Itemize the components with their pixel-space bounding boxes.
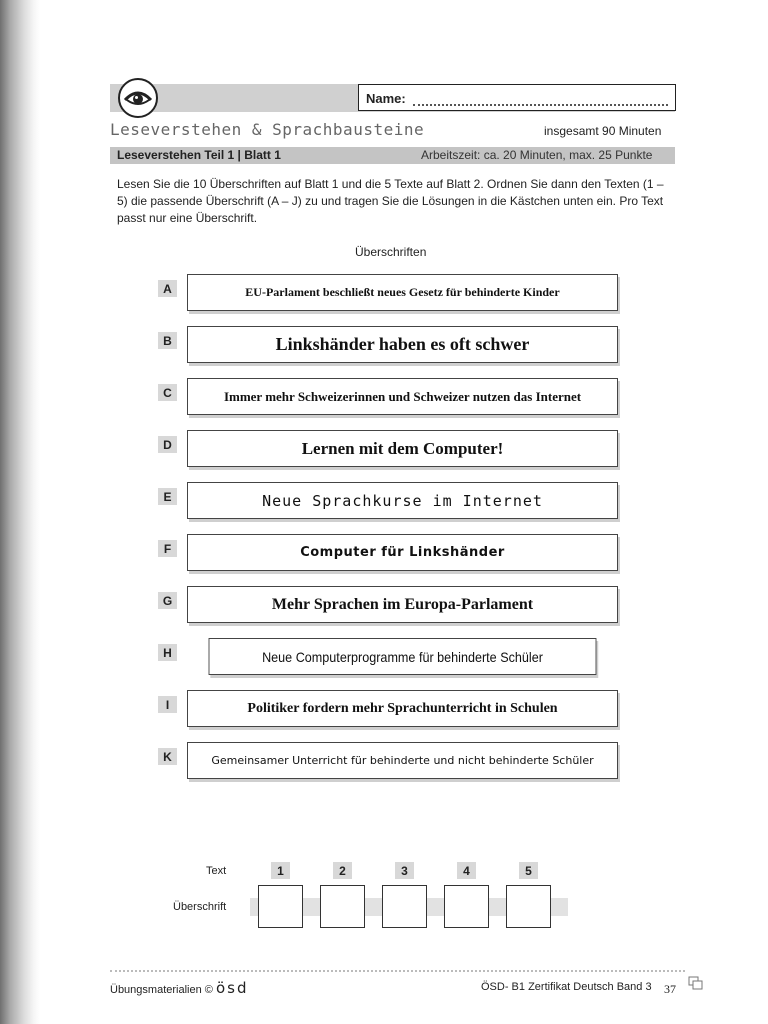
heading-option: Politiker fordern mehr Sprachunterricht in Schulen: [187, 690, 618, 727]
heading-option: Computer für Linkshänder: [187, 534, 618, 571]
footer-divider: [110, 970, 685, 972]
heading-option: Neue Computerprogramme für behinderte Schüler: [209, 638, 597, 675]
footer-book-title: ÖSD- B1 Zertifikat Deutsch Band 3: [481, 981, 652, 993]
heading-letter: B: [158, 332, 177, 349]
heading-option: Lernen mit dem Computer!: [187, 430, 618, 467]
text-number: 4: [457, 862, 476, 879]
text-number: 5: [519, 862, 538, 879]
answer-box-2[interactable]: [320, 885, 365, 928]
answer-box-4[interactable]: [444, 885, 489, 928]
osd-logo: ösd: [215, 979, 249, 997]
eye-icon: [118, 78, 158, 118]
headings-title: Überschriften: [355, 245, 427, 259]
total-time: insgesamt 90 Minuten: [544, 124, 662, 138]
heading-letter: I: [158, 696, 177, 713]
heading-option: Immer mehr Schweizerinnen und Schweizer nutzen das Internet: [187, 378, 618, 415]
heading-letter: F: [158, 540, 177, 557]
text-number: 1: [271, 862, 290, 879]
answer-box-3[interactable]: [382, 885, 427, 928]
name-dotted-line: [413, 94, 668, 106]
part-time: Arbeitszeit: ca. 20 Minuten, max. 25 Punkte: [421, 148, 653, 162]
text-number: 3: [395, 862, 414, 879]
heading-letter: C: [158, 384, 177, 401]
heading-option: Linkshänder haben es oft schwer: [187, 326, 618, 363]
heading-letter: A: [158, 280, 177, 297]
heading-letter: H: [158, 644, 177, 661]
answer-box-1[interactable]: [258, 885, 303, 928]
heading-option: Neue Sprachkurse im Internet: [187, 482, 618, 519]
heading-row-label: Überschrift: [173, 901, 227, 913]
heading-option: Gemeinsamer Unterricht für behinderte und nicht behinderte Schüler: [187, 742, 618, 779]
heading-letter: D: [158, 436, 177, 453]
book-spine-shadow: [0, 0, 40, 1024]
answer-box-5[interactable]: [506, 885, 551, 928]
part-title: Leseverstehen Teil 1 | Blatt 1: [117, 148, 281, 162]
instructions: Lesen Sie die 10 Überschriften auf Blatt 1 und die 5 Texte auf Blatt 2. Ordnen Sie dann den Texten (1 – 5) die passende Überschrift (A – J) zu und tragen Sie die Lösungen in die Kästchen unten ein. Pro Text passt nur eine Überschrift.: [117, 177, 664, 225]
page-number: 37: [664, 982, 676, 996]
name-label: Name:: [366, 91, 406, 106]
page-stack-icon: [688, 976, 704, 995]
section-title: Leseverstehen & Sprachbausteine: [110, 120, 425, 139]
heading-option: Mehr Sprachen im Europa-Parlament: [187, 586, 618, 623]
text-row-label: Text: [206, 865, 227, 877]
text-number: 2: [333, 862, 352, 879]
footer-copyright: Übungsmaterialien ©: [110, 984, 213, 996]
heading-letter: G: [158, 592, 177, 609]
heading-option: EU-Parlament beschließt neues Gesetz für behinderte Kinder: [187, 274, 618, 311]
heading-letter: E: [158, 488, 177, 505]
heading-letter: K: [158, 748, 177, 765]
footer-left: [110, 979, 248, 997]
